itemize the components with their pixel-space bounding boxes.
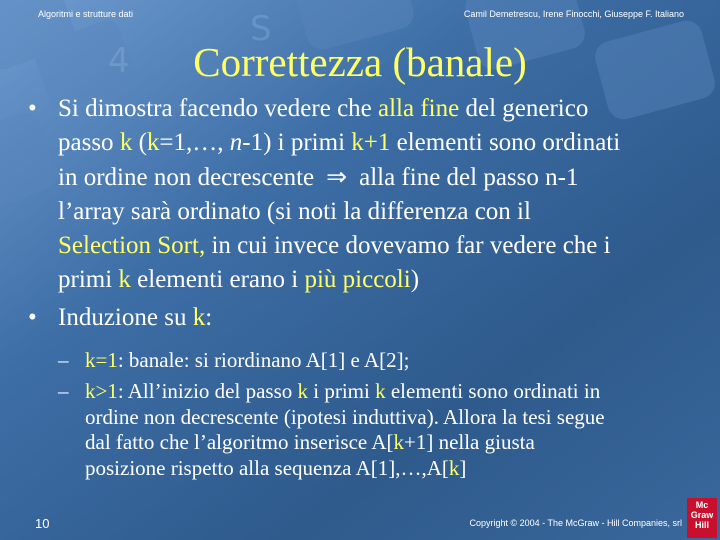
text-run: in ordine non decrescente	[58, 163, 315, 191]
highlight-run: alla fine	[378, 95, 460, 122]
text-run: dal fatto che l’algoritmo inserisce A[	[85, 430, 394, 455]
text-run: l’array sarà ordinato (si noti la differenza con il	[58, 197, 531, 225]
bullet-marker: •	[28, 95, 37, 122]
page-number: 10	[35, 516, 50, 531]
text-run: +1] nella giusta	[403, 430, 535, 455]
logo-text: Mc	[695, 500, 709, 510]
highlight-run: più piccoli	[304, 266, 411, 294]
highlight-run: k	[118, 266, 131, 294]
highlight-run: k	[297, 379, 308, 404]
highlight-run: k	[192, 303, 206, 331]
mcgraw-hill-logo	[687, 498, 717, 538]
text-run: ordine non decrescente (ipotesi induttiva). Allora la tesi segue	[85, 404, 605, 429]
highlight-run: k	[119, 129, 133, 157]
highlight-run: k	[393, 430, 404, 455]
text-run: passo	[58, 129, 120, 157]
logo-text: Graw	[690, 510, 714, 520]
text-run: =1,…,	[159, 129, 230, 157]
logo-text: Hill	[694, 520, 709, 530]
text-run: primi	[58, 266, 119, 294]
bullet-marker: •	[28, 303, 37, 331]
text-run: elementi sono ordinati in	[385, 379, 601, 404]
text-run: )	[410, 266, 420, 294]
highlight-run: Selection Sort,	[58, 232, 206, 260]
italic-run: n	[229, 129, 243, 157]
text-run: : banale: si riordinano A[1] e A[2];	[117, 348, 410, 373]
implies-arrow-icon: ⇒	[326, 163, 348, 191]
slide-body	[28, 92, 700, 481]
text-run: (	[132, 129, 147, 157]
text-run: i primi	[308, 379, 376, 404]
slide-title: Correttezza (banale)	[193, 39, 527, 85]
text-run: : All’inizio del passo	[117, 379, 298, 404]
highlight-run: k+1	[351, 129, 391, 157]
highlight-run: k=1	[85, 348, 118, 373]
text-run: in cui invece dovevamo far vedere che i	[205, 232, 611, 260]
text-run: elementi erano i	[130, 266, 305, 294]
svg-text:S: S	[250, 9, 272, 49]
text-run: ]	[459, 455, 467, 480]
highlight-run: k	[375, 379, 386, 404]
highlight-run: k	[448, 455, 460, 480]
header-course-title: Algoritmi e strutture dati	[38, 9, 134, 19]
bullet-2	[28, 301, 700, 335]
text-run: Induzione su	[58, 303, 193, 331]
text-run: :	[205, 303, 213, 331]
bullet-1	[28, 92, 700, 298]
svg-text:4: 4	[108, 41, 130, 81]
highlight-run: k	[146, 129, 160, 157]
sub-bullet-2	[28, 379, 700, 481]
text-run: posizione rispetto alla sequenza A[1],…,A[	[85, 455, 449, 480]
header-authors: Camil Demetrescu, Irene Finocchi, Giuseppe F. Italiano	[463, 9, 684, 19]
text-run: Si dimostra facendo vedere che	[58, 95, 379, 122]
dash-marker: –	[58, 379, 69, 404]
text-run: elementi sono ordinati	[390, 129, 621, 157]
text-run: del generico	[459, 95, 589, 122]
highlight-run: k>1	[85, 379, 118, 404]
text-run: -1) i primi	[242, 129, 352, 157]
dash-marker: –	[58, 348, 69, 373]
sub-bullet-1	[28, 348, 700, 373]
copyright-notice: Copyright © 2004 - The McGraw - Hill Companies, srl	[469, 518, 682, 528]
text-run: alla fine del passo n-1	[359, 163, 579, 191]
